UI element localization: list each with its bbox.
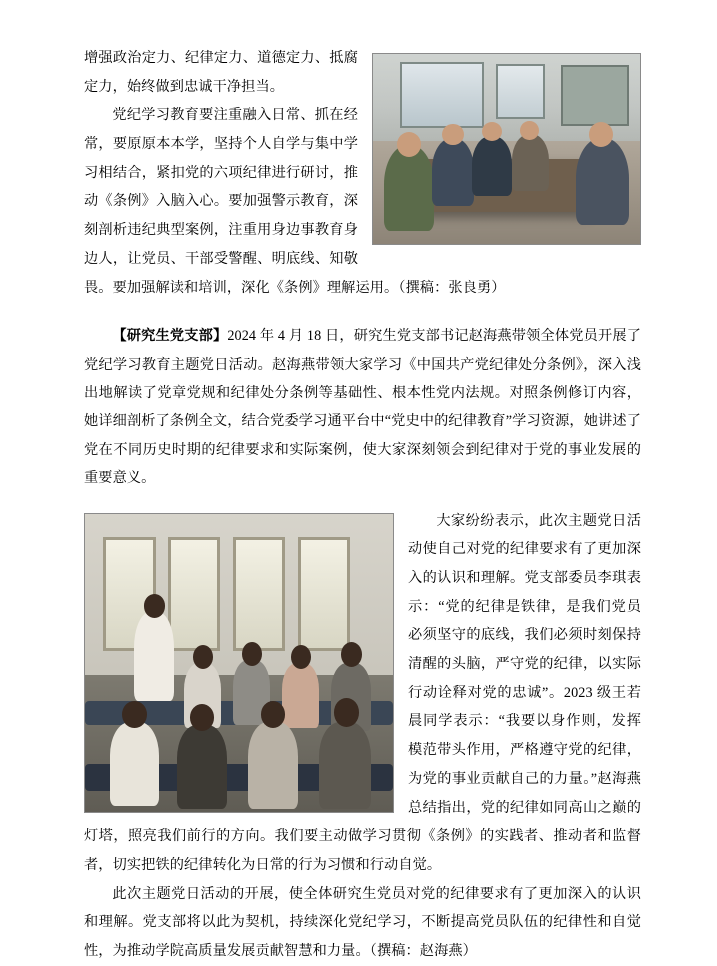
photo-wall-board <box>561 65 629 126</box>
photo-attendee-head <box>242 642 262 666</box>
paragraph: 此次主题党日活动的开展，使全体研究生党员对党的纪律要求有了更加深入的认识和理解。党支部将以此为契机，持续深化党纪学习，不断提高党员队伍的纪律性和自觉性，为推动学院高质量发展贡献智慧和力量。（撰稿：赵海燕） <box>84 885 641 959</box>
photo-person <box>432 138 475 206</box>
photo-attendee-head <box>193 645 213 669</box>
photo-attendee <box>110 722 159 805</box>
photo-person <box>576 138 629 225</box>
section-one <box>84 44 641 302</box>
branch-heading: 【研究生党支部】 <box>112 328 228 345</box>
photo-window <box>400 62 484 129</box>
photo-attendee <box>248 722 297 808</box>
photo-attendee-head <box>334 698 359 726</box>
photo-attendee <box>282 663 319 729</box>
classroom-photo <box>84 513 394 813</box>
photo-person <box>512 134 549 191</box>
photo-attendee-head <box>122 701 147 728</box>
paragraph: 党纪学习教育要注重融入日常、抓在经常，要原原本本学，坚持个人自学与集中学习相结合，紧扣党的六项纪律进行研讨，推动《条例》入脑入心。要加强警示教育，深刻剖析违纪典型案例，注重用身边事教育身边人，让党员、干部受警醒、明底线、知敬畏。要加强解读和培训，深化《条例》理解运用。（撰稿：张良勇） <box>84 107 506 296</box>
meeting-photo <box>372 53 641 245</box>
photo-window <box>168 537 220 650</box>
photo-attendee-head <box>291 645 311 669</box>
photo-person-head <box>397 132 421 157</box>
paragraph: 增强政治定力、纪律定力、道德定力、抵腐定力，始终做到忠诚干净担当。 <box>84 50 358 95</box>
photo-person <box>472 136 512 197</box>
photo-attendee-head <box>341 642 363 667</box>
photo-person <box>384 145 435 231</box>
photo-person-head <box>442 124 463 145</box>
section-three <box>84 507 641 966</box>
photo-person-head <box>520 121 539 140</box>
photo-window <box>233 537 285 650</box>
section-two <box>84 322 641 492</box>
photo-lecturer-head <box>144 594 166 618</box>
paragraph-body: 2024 年 4 月 18 日，研究生党支部书记赵海燕带领全体党员开展了党纪学习教育主题党日活动。赵海燕带领大家学习《中国共产党纪律处分条例》，深入浅出地解读了党章党规和纪律处分条例等基础性、根本性党内法规。对照条例修订内容，她详细剖析了条例全文，结合党委学习通平台中“党史中的纪律教育”学习资源，她讲述了党在不同历史时期的纪律要求和实际案例，使大家深刻领会到纪律对于党的事业发展的重要意义。 <box>84 328 641 487</box>
photo-attendee-head <box>261 701 286 728</box>
photo-attendee <box>319 722 371 808</box>
photo-window-secondary <box>496 64 545 119</box>
paragraph-with-heading <box>84 322 641 492</box>
paragraph: 大家纷纷表示，此次主题党日活动使自己对党的纪律要求有了更加深入的认识和理解。党支部委员李琪表示：“党的纪律是铁律，是我们党员必须坚守的底线，我们必须时刻保持清醒的头脑，严守党的纪律，以实际行动诠释对党的忠诚”。2023 级王若晨同学表示：“我要以身作则，发挥模范带头作用，严格遵守党的纪律，为党的事业贡献自己的力量。”赵海燕总结指出，党的纪律如同高山之巅的灯塔，照亮我们前行的方向。我们要主动做学习贯彻《条例》的实践者、推动者和监督者，切实把铁的纪律转化为日常的行为习惯和行动自觉。 <box>84 512 641 873</box>
photo-attendee <box>177 725 226 808</box>
photo-lecturer <box>134 612 174 701</box>
photo-window <box>298 537 350 650</box>
